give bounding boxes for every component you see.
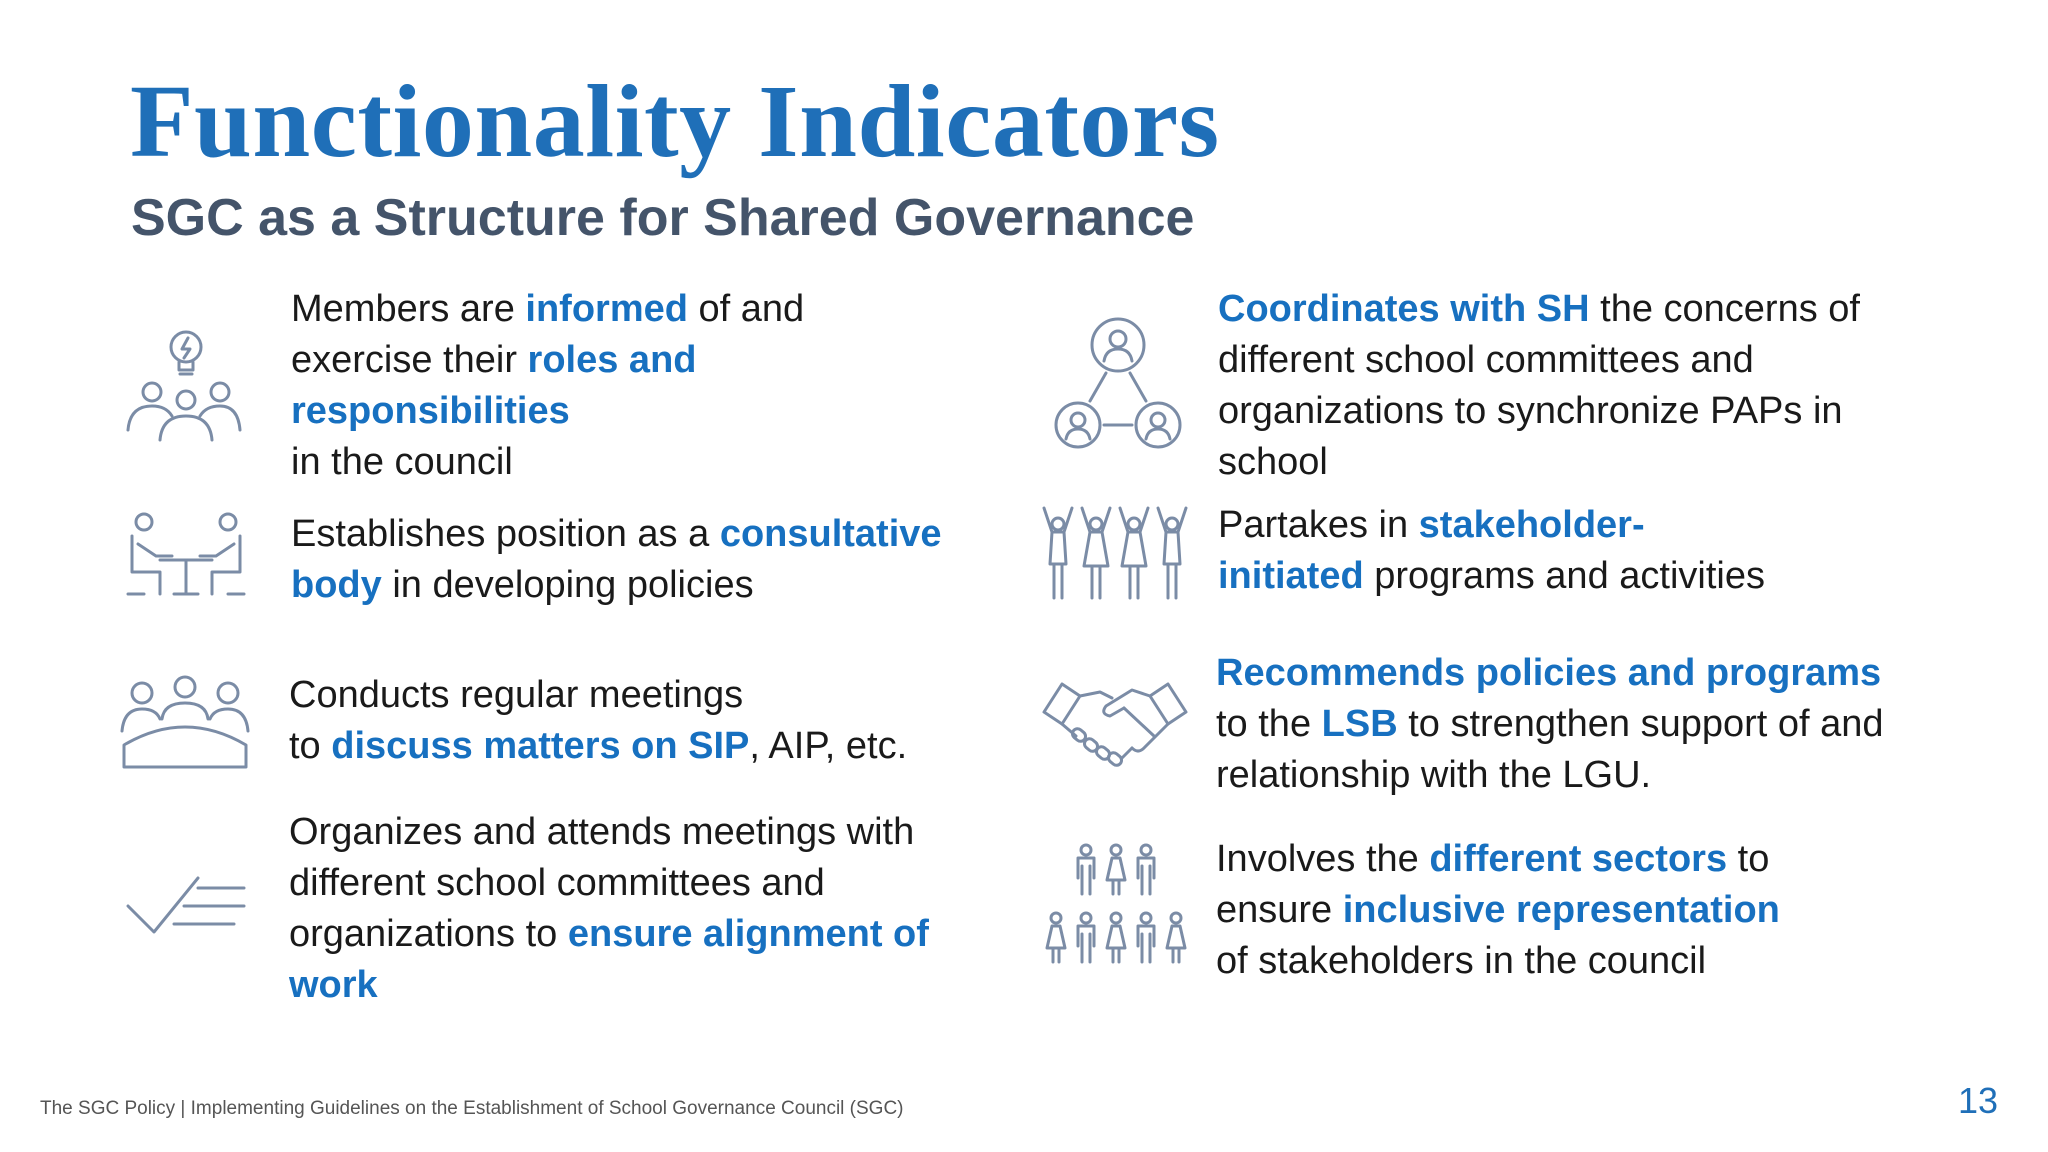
item-involves: Involves the different sectors to ensure inclusive representation of stakeholders in the council [1216,838,1780,982]
item-informed: Members are informed of and exercise their roles and responsibilities in the council [291,288,805,483]
meeting-table-icon [118,675,252,771]
network-people-icon [1050,315,1186,451]
item-meetings: Conducts regular meetings to discuss matters on SIP, AIP, etc. [289,674,908,767]
cheering-people-icon [1040,506,1190,602]
page-number: 13 [1957,1080,1998,1121]
item-coordinates: Coordinates with SH the concerns of different school committees and organizations to synchronize PAPs in school [1218,288,1860,483]
lightbulb-group-icon [122,322,246,446]
handshake-icon [1040,678,1190,768]
item-consultative: Establishes position as a consultative body in developing policies [291,513,942,606]
crowd-icon [1044,842,1190,978]
item-recommends: Recommends policies and programs to the LSB to strengthen support of and relationship with the LGU. [1216,652,1884,796]
slide-subtitle: SGC as a Structure for Shared Governance [131,189,1195,247]
item-partakes: Partakes in stakeholder- initiated programs and activities [1218,504,1765,597]
slide-footer: The SGC Policy | Implementing Guidelines on the Establishment of School Governance Council (SGC) [40,1098,904,1119]
item-alignment: Organizes and attends meetings with different school committees and organizations to ensure alignment of work [289,811,929,1006]
slide-title: Functionality Indicators [130,64,1220,179]
checklist-icon [124,872,248,936]
consultation-table-icon [124,508,248,598]
